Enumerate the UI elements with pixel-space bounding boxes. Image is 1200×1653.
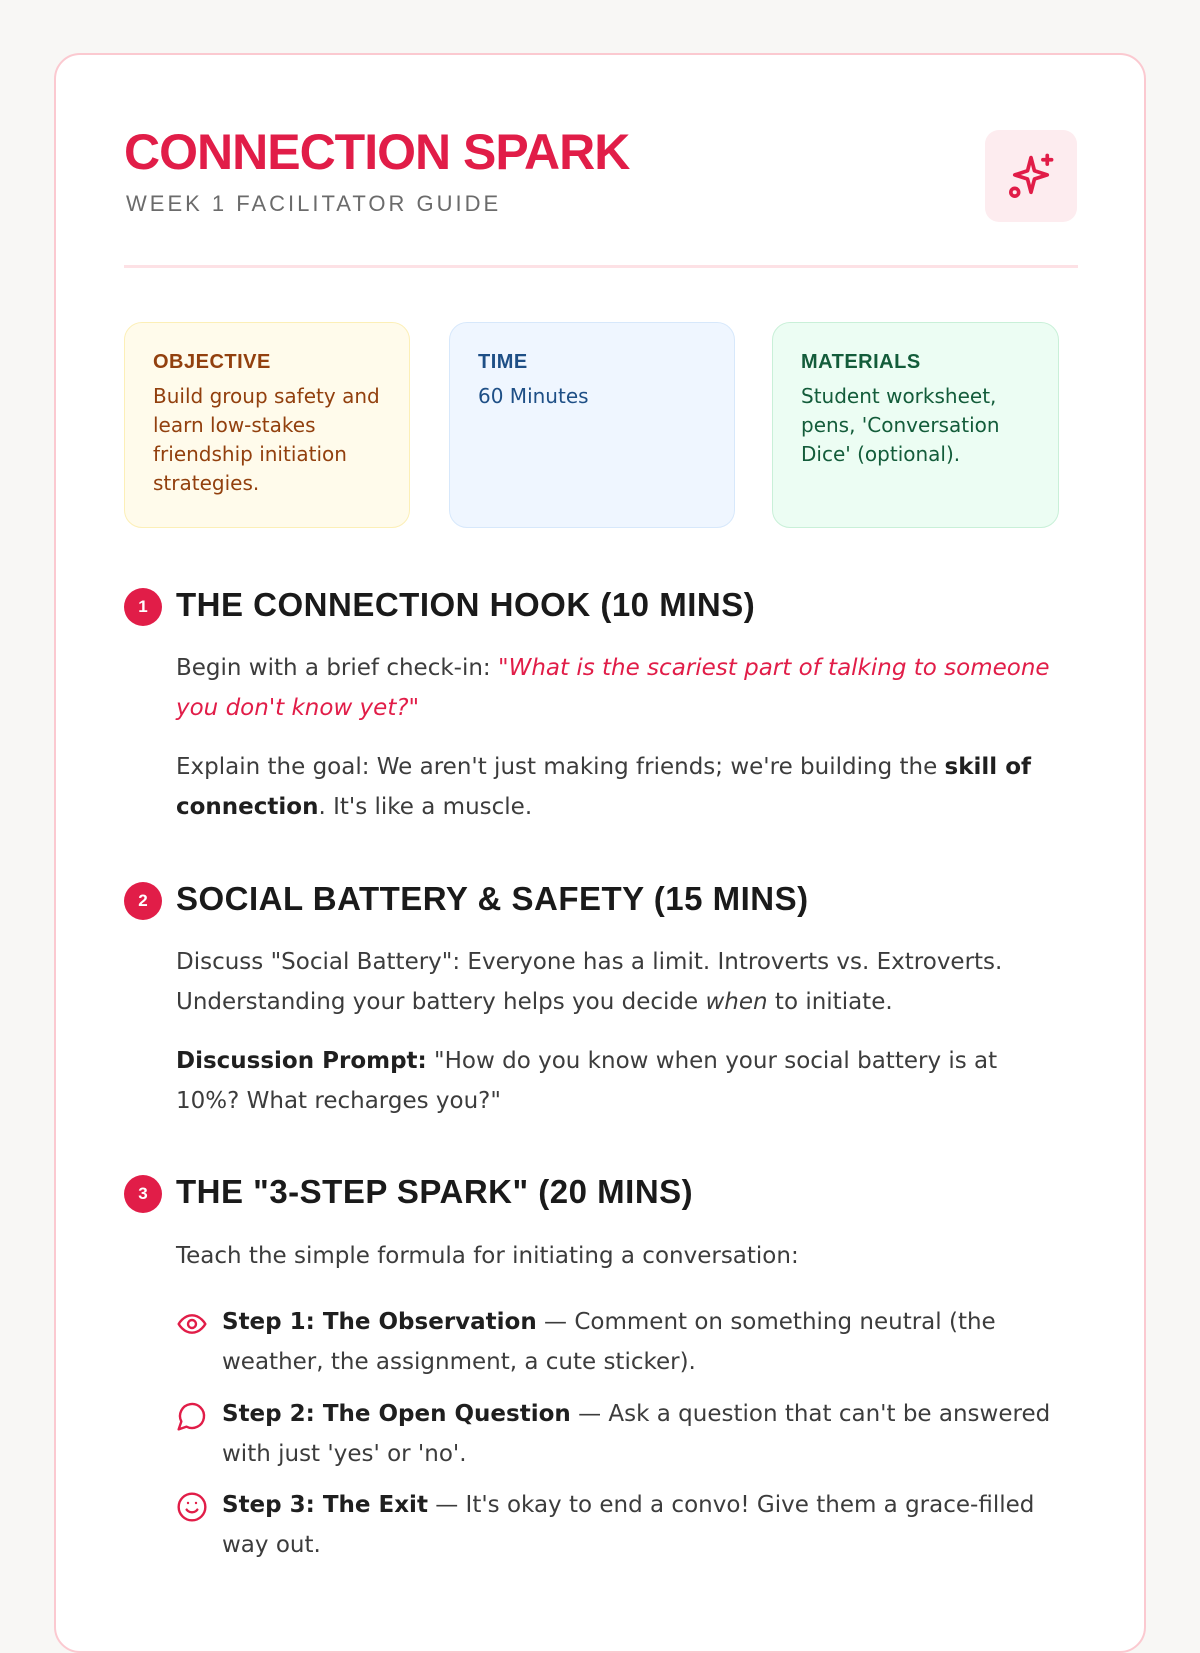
guide-card (54, 53, 1146, 1653)
materials-text: Student worksheet, pens, 'Conversation Dice' (optional). (801, 384, 1000, 466)
step-label: Step 2: The Open Question (222, 1401, 571, 1427)
time-label: TIME (478, 351, 528, 373)
objective-label: OBJECTIVE (153, 351, 271, 373)
page-title: CONNECTION SPARK (124, 124, 630, 180)
paragraph-text: to initiate. (767, 989, 893, 1015)
section-title: THE CONNECTION HOOK (10 MINS) (176, 586, 756, 623)
section-paragraph (176, 1041, 1056, 1121)
paragraph-text: "How do you know when your social battery is at 10%? What recharges you?" (176, 1048, 998, 1114)
section-number-badge: 2 (124, 882, 162, 920)
eye-icon (176, 1308, 208, 1340)
page-subtitle: WEEK 1 FACILITATOR GUIDE (126, 191, 502, 216)
section-number-badge: 1 (124, 588, 162, 626)
objective-card (124, 322, 410, 528)
section-title: THE "3-STEP SPARK" (20 MINS) (176, 1173, 694, 1210)
section-paragraph (176, 648, 1056, 728)
section-paragraph (176, 942, 1056, 1022)
sparkles-icon (1005, 150, 1057, 202)
smile-icon (176, 1491, 208, 1523)
step-label: Step 3: The Exit (222, 1492, 428, 1518)
paragraph-text: Explain the goal: We aren't just making friends; we're building the (176, 754, 945, 780)
list-item (176, 1485, 1056, 1565)
materials-card (772, 322, 1059, 528)
list-item (176, 1394, 1056, 1474)
time-card (449, 322, 735, 528)
header-divider (124, 265, 1078, 268)
time-text: 60 Minutes (478, 384, 589, 408)
paragraph-text: . It's like a muscle. (318, 794, 533, 820)
list-item (176, 1302, 1056, 1382)
step-label: Step 1: The Observation (222, 1309, 537, 1335)
emphasis-text: skill of connection (176, 754, 1031, 820)
check-in-quote: "What is the scariest part of talking to someone you don't know yet?" (176, 655, 1050, 721)
logo-badge (985, 130, 1077, 222)
section-paragraph: Teach the simple formula for initiating a conversation: (176, 1243, 799, 1269)
message-circle-icon (176, 1400, 208, 1432)
paragraph-text: Discuss "Social Battery": Everyone has a limit. Introverts vs. Extroverts. Understanding your battery helps you decide (176, 949, 1003, 1015)
step-text: — It's okay to end a convo! Give them a grace-filled way out. (222, 1492, 1035, 1558)
prompt-label: Discussion Prompt: (176, 1048, 427, 1074)
objective-text: Build group safety and learn low-stakes friendship initiation strategies. (153, 384, 380, 495)
step-text: — Ask a question that can't be answered with just 'yes' or 'no'. (222, 1401, 1051, 1467)
step-text: — Comment on something neutral (the weather, the assignment, a cute sticker). (222, 1309, 996, 1375)
emphasis-text: when (705, 989, 768, 1015)
section-title: SOCIAL BATTERY & SAFETY (15 MINS) (176, 880, 809, 917)
section-paragraph (176, 747, 1056, 827)
paragraph-text: Begin with a brief check-in: (176, 655, 498, 681)
section-number-badge: 3 (124, 1175, 162, 1213)
materials-label: MATERIALS (801, 351, 921, 373)
